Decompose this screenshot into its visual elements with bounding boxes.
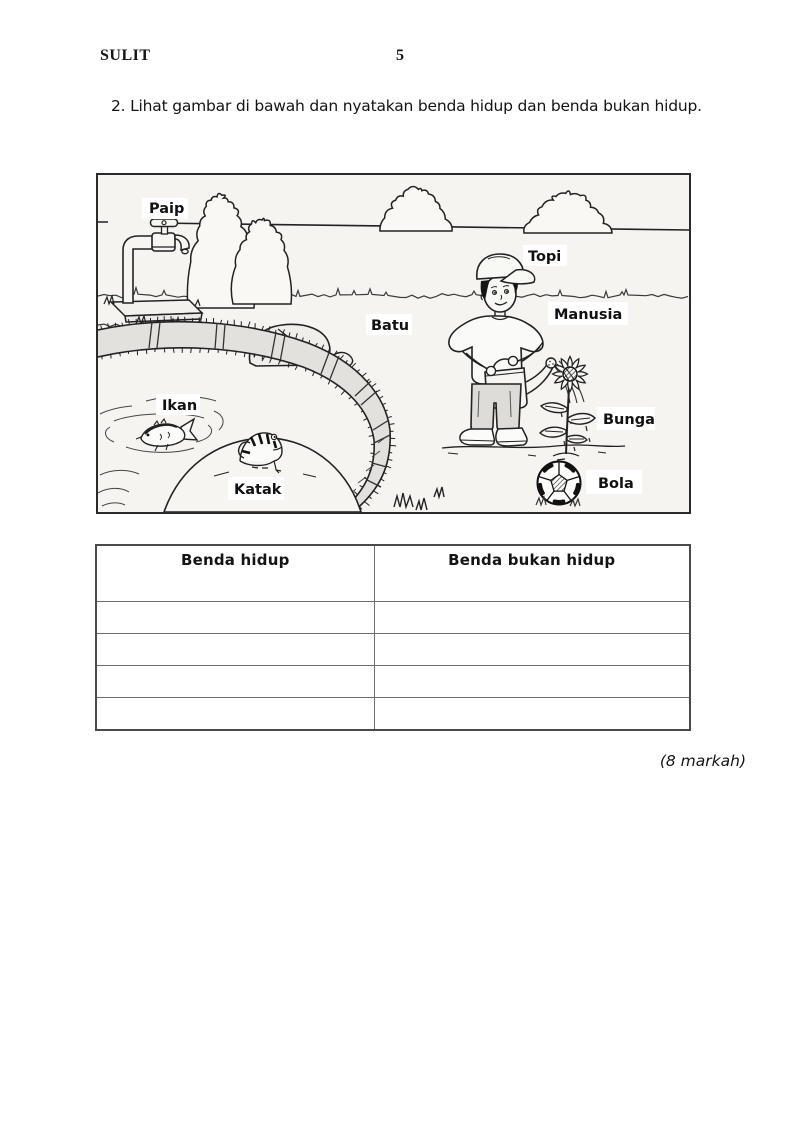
classification-label: SULIT (100, 47, 151, 64)
table-header-benda-hidup: Benda hidup (96, 545, 374, 602)
answer-table (95, 544, 691, 731)
flower-center (563, 367, 577, 381)
question-number: 2. (111, 97, 126, 115)
question-text: Lihat gambar di bawah dan nyatakan benda hidup dan benda bukan hidup. (130, 97, 702, 115)
answer-row (96, 666, 690, 698)
answer-row (96, 634, 690, 666)
answer-table-body (96, 602, 690, 731)
label-bunga: Bunga (603, 412, 655, 428)
label-paip: Paip (149, 201, 185, 217)
answer-cell (96, 602, 374, 634)
label-katak: Katak (234, 482, 282, 498)
grass-tufts (394, 487, 444, 510)
trees-illustration (187, 193, 291, 308)
boy-shoes (460, 428, 527, 446)
page-number: 5 (396, 47, 404, 64)
scene-svg (98, 175, 689, 512)
tap-illustration (104, 219, 202, 325)
answer-cell (374, 698, 690, 731)
label-bola: Bola (598, 476, 634, 492)
answer-row (96, 698, 690, 731)
table-header-benda-bukan-hidup: Benda bukan hidup (374, 545, 690, 602)
answer-cell (374, 634, 690, 666)
answer-cell (96, 666, 374, 698)
answer-cell (96, 634, 374, 666)
answer-cell (374, 602, 690, 634)
boy-hand-left (486, 366, 495, 375)
sunflower-illustration (540, 357, 595, 461)
boy-hand-right (508, 356, 517, 365)
fish-illustration (136, 419, 197, 451)
label-batu: Batu (371, 318, 410, 334)
label-topi: Topi (528, 249, 562, 265)
answer-cell (374, 666, 690, 698)
label-ikan: Ikan (162, 398, 198, 414)
answer-row (96, 602, 690, 634)
bushes-illustration (380, 186, 612, 233)
table-header-row (96, 545, 690, 602)
scene-illustration (96, 173, 691, 514)
label-manusia: Manusia (554, 307, 623, 323)
marks-label: (8 markah) (659, 752, 746, 770)
answer-cell (96, 698, 374, 731)
question (111, 97, 711, 115)
